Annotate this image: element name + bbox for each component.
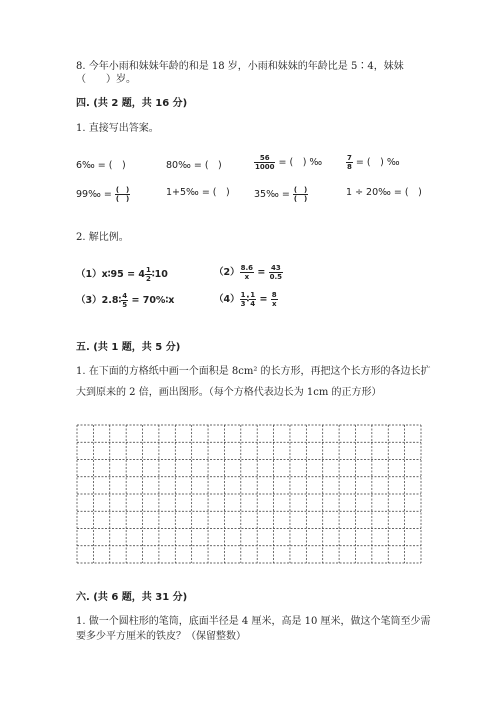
fraction-blank: $\frac{( )}{( )}$ bbox=[293, 186, 308, 203]
section4-title: 四. (共 2 题，共 16 分) bbox=[76, 98, 188, 109]
proportion-3-label: （3） bbox=[76, 295, 102, 306]
answer-item-e bbox=[76, 186, 130, 203]
proportion-1 bbox=[76, 266, 168, 283]
fraction-8-x: $\frac{8}{x}$ bbox=[271, 291, 277, 308]
section4-q1-title: 1. 直接写出答案。 bbox=[76, 123, 159, 134]
answer-item-g bbox=[254, 186, 308, 203]
proportion-2-label: （2） bbox=[214, 267, 240, 278]
fraction-1-4: $\frac{1}{4}$ bbox=[250, 291, 256, 308]
proportion-1-label: （1） bbox=[76, 269, 102, 280]
fraction-8.6-x: $\frac{8.6}{x}$ bbox=[240, 264, 254, 281]
q8-line2: （ ）岁。 bbox=[76, 74, 136, 85]
answer-item-c-tail: = ( ) ‰ bbox=[278, 157, 323, 168]
answer-item-d bbox=[346, 154, 400, 171]
equals-sign: = bbox=[259, 294, 268, 305]
answer-item-c bbox=[254, 154, 322, 171]
proportion-4 bbox=[214, 291, 278, 308]
fraction-blank: $\frac{( )}{( )}$ bbox=[115, 186, 130, 203]
proportion-1-left: x∶95 = 4 bbox=[101, 269, 145, 280]
fraction-43-0.5: $\frac{43}{0.5}$ bbox=[269, 264, 283, 281]
proportion-4-label: （4） bbox=[214, 294, 240, 305]
section6-title: 六. (共 6 题，共 31 分) bbox=[76, 592, 188, 603]
answer-item-a: 6‰ = ( ) bbox=[76, 160, 126, 171]
fraction-56-1000: $\frac{56}{1000}$ bbox=[255, 154, 275, 171]
answer-item-e-pre: 99‰ = bbox=[76, 189, 112, 200]
fraction-7-8: $\frac{7}{8}$ bbox=[347, 154, 352, 171]
answer-item-d-tail: = ( ) ‰ bbox=[355, 157, 400, 168]
fraction-1-3: $\frac{1}{3}$ bbox=[240, 291, 246, 308]
section4-q2-title: 2. 解比例。 bbox=[76, 232, 129, 243]
section5-title: 五. (共 1 题，共 5 分) bbox=[76, 342, 181, 353]
answer-item-h: 1 ÷ 20‰ = ( ) bbox=[346, 187, 422, 198]
answer-item-f: 1+5‰ = ( ) bbox=[166, 187, 230, 198]
proportion-2 bbox=[214, 264, 283, 281]
section5-q1-line2: 大到原来的 2 倍，画出图形。（每个方格代表边长为 1cm 的正方形） bbox=[76, 387, 382, 398]
graph-paper-grid[interactable] bbox=[76, 424, 422, 564]
section5-q1-line1: 1. 在下面的方格纸中画一个面积是 8cm² 的长方形，再把这个长方形的各边长扩 bbox=[76, 366, 431, 377]
proportion-3 bbox=[76, 292, 174, 309]
fraction-1-2: $\frac{1}{2}$ bbox=[145, 266, 151, 283]
answer-item-b: 80‰ = ( ) bbox=[166, 160, 222, 171]
answer-item-g-pre: 35‰ = bbox=[254, 189, 290, 200]
section6-q1-line1: 1. 做一个圆柱形的笔筒，底面半径是 4 厘米，高是 10 厘米，做这个笔筒至少需 bbox=[76, 616, 431, 627]
proportion-3-left: 2.8∶ bbox=[101, 295, 122, 306]
proportion-3-right: = 70%∶x bbox=[131, 295, 175, 306]
fraction-4-5: $\frac{4}{5}$ bbox=[122, 292, 128, 309]
proportion-1-right: ∶10 bbox=[151, 269, 168, 280]
equals-sign: = bbox=[257, 267, 266, 278]
section6-q1-line2: 要多少平方厘米的铁皮？（保留整数） bbox=[76, 631, 246, 642]
q8-line1: 8. 今年小雨和妹妹年龄的和是 18 岁，小雨和妹妹的年龄比是 5∶4，妹妹 bbox=[76, 61, 404, 72]
ratio-colon: ∶ bbox=[246, 294, 250, 305]
